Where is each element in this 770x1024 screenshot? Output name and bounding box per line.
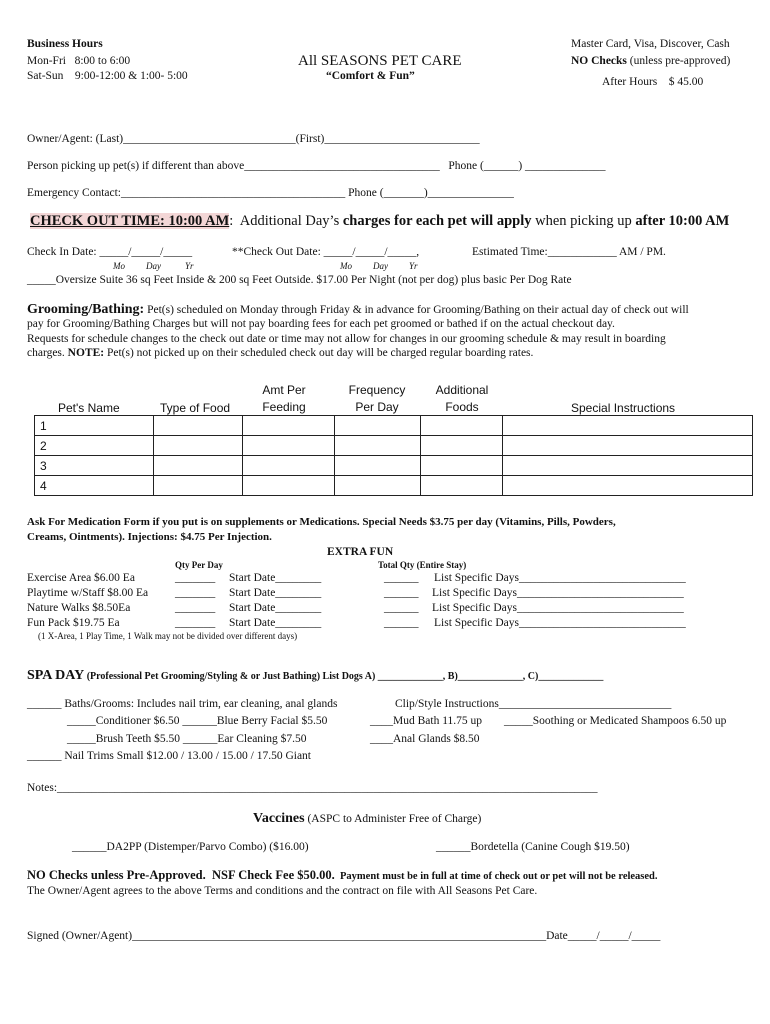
extra-fun-days-field[interactable]: List Specific Days_____________________________ xyxy=(434,572,686,584)
vaccines-heading xyxy=(253,811,481,827)
grooming-line3: Requests for schedule changes to the check out date or time may not allow for changes in our grooming schedule & may result in boarding xyxy=(27,333,666,345)
extra-fun-footnote: (1 X-Area, 1 Play Time, 1 Walk may not be divided over different days) xyxy=(38,631,298,641)
grooming-line1 xyxy=(27,302,689,318)
table-row xyxy=(35,436,753,456)
food-cell[interactable] xyxy=(154,456,243,476)
row-number: 4 xyxy=(35,476,154,496)
spa-day-line xyxy=(27,668,603,684)
extra-fun-item-name: Exercise Area $6.00 Ea xyxy=(27,572,135,584)
checkout-part1: Additional Day’s xyxy=(233,213,343,229)
bordetella-vaccine-option[interactable]: ______Bordetella (Canine Cough $19.50) xyxy=(436,841,630,853)
business-name: All SEASONS PET CARE xyxy=(298,53,462,69)
extra-fun-total-field[interactable]: ______ xyxy=(384,617,419,629)
no-checks-label: NO Checks xyxy=(571,55,627,67)
col-amt-line2: Feeding xyxy=(262,400,306,414)
col-type-of-food: Type of Food xyxy=(160,401,231,415)
grooming-line2: pay for Grooming/Bathing Charges but will not pay boarding fees for each pet groomed or bathed if on the actual checkout day. xyxy=(27,318,615,330)
anal-glands-option[interactable]: ____Anal Glands $8.50 xyxy=(370,733,480,745)
check-in-date-field[interactable]: Check In Date: _____/_____/_____ xyxy=(27,246,193,258)
estimated-time-field[interactable]: Estimated Time:____________ AM / PM. xyxy=(472,246,666,258)
checkout-part2: charges for each pet will apply xyxy=(342,213,532,229)
table-row xyxy=(35,476,753,496)
total-qty-header: Total Qty (Entire Stay) xyxy=(378,560,467,570)
oversize-suite-option[interactable]: _____Oversize Suite 36 sq Feet Inside & 200 sq Feet Outside. $17.00 Per Night (not per dog) plus basic Per Dog Rate xyxy=(27,274,572,286)
owner-agent-field[interactable]: Owner/Agent: (Last)______________________________(First)___________________________ xyxy=(27,133,480,145)
additional-cell[interactable] xyxy=(421,476,503,496)
grooming-note-label: NOTE: xyxy=(67,347,105,359)
special-cell[interactable] xyxy=(503,456,753,476)
special-cell[interactable] xyxy=(503,436,753,456)
tagline: “Comfort & Fun” xyxy=(326,70,415,82)
hours-weekend: Sat-Sun 9:00-12:00 & 1:00- 5:00 xyxy=(27,70,188,82)
nail-trims-option[interactable]: ______ Nail Trims Small $12.00 / 13.00 / 15.00 / 17.50 Giant xyxy=(27,750,312,762)
checkout-colon: : xyxy=(229,213,234,229)
extra-fun-start-date-field[interactable]: Start Date________ xyxy=(229,587,322,599)
amt-cell[interactable] xyxy=(243,416,335,436)
checkout-part3: when picking up xyxy=(531,213,636,229)
notes-field[interactable]: Notes:______________________________________________________________________________________________ xyxy=(27,782,598,794)
nsf-policy: NO Checks unless Pre-Approved. NSF Check Fee $50.00. xyxy=(27,868,335,882)
amt-cell[interactable] xyxy=(243,476,335,496)
col-amt-line1: Amt Per xyxy=(262,383,306,397)
check-out-day-label: Day xyxy=(373,261,388,271)
col-freq-line1: Frequency xyxy=(348,383,406,397)
check-out-mo-label: Mo xyxy=(340,261,352,271)
table-row xyxy=(35,456,753,476)
no-checks-header xyxy=(571,55,730,67)
extra-fun-start-date-field[interactable]: Start Date________ xyxy=(229,572,322,584)
hours-weekday: Mon-Fri 8:00 to 6:00 xyxy=(27,55,131,67)
check-out-yr-label: Yr xyxy=(409,261,418,271)
check-in-mo-label: Mo xyxy=(113,261,125,271)
row-number: 3 xyxy=(35,456,154,476)
col-add-line1: Additional xyxy=(435,383,489,397)
grooming-line4b: Pet(s) not picked up on their scheduled check out day will be charged regular boarding rates. xyxy=(104,347,534,359)
check-in-yr-label: Yr xyxy=(185,261,194,271)
extra-fun-qty-field[interactable]: _______ xyxy=(175,587,216,599)
food-cell[interactable] xyxy=(154,436,243,456)
extra-fun-start-date-field[interactable]: Start Date________ xyxy=(229,617,322,629)
vaccines-subtitle: (ASPC to Administer Free of Charge) xyxy=(304,813,482,825)
col-add-line2: Foods xyxy=(445,400,479,414)
additional-cell[interactable] xyxy=(421,416,503,436)
grooming-line4a: charges. xyxy=(27,347,68,359)
freq-cell[interactable] xyxy=(335,436,421,456)
da2pp-vaccine-option[interactable]: ______DA2PP (Distemper/Parvo Combo) ($16.00) xyxy=(72,841,309,853)
row-number: 2 xyxy=(35,436,154,456)
col-additional-foods xyxy=(422,382,502,416)
extra-fun-days-field[interactable]: List Specific Days_____________________________ xyxy=(432,587,684,599)
additional-cell[interactable] xyxy=(421,436,503,456)
checkout-time-line xyxy=(30,213,729,230)
grooming-title: Grooming/Bathing: xyxy=(27,302,145,317)
food-cell[interactable] xyxy=(154,476,243,496)
special-cell[interactable] xyxy=(503,416,753,436)
grooming-line4 xyxy=(27,347,533,359)
business-hours-title: Business Hours xyxy=(27,38,103,50)
extra-fun-qty-field[interactable]: _______ xyxy=(175,617,216,629)
amt-cell[interactable] xyxy=(243,436,335,456)
agreement-text: The Owner/Agent agrees to the above Terms and conditions and the contract on file with All Seasons Pet Care. xyxy=(27,885,538,897)
freq-cell[interactable] xyxy=(335,476,421,496)
payment-policy-line xyxy=(27,868,658,883)
extra-fun-total-field[interactable]: ______ xyxy=(384,572,419,584)
table-row xyxy=(35,416,753,436)
extra-fun-start-date-field[interactable]: Start Date________ xyxy=(229,602,322,614)
checkout-time-label: CHECK OUT TIME: 10:00 AM xyxy=(30,213,230,229)
col-frequency-per-day xyxy=(337,382,417,416)
extra-fun-item-name: Playtime w/Staff $8.00 Ea xyxy=(27,587,149,599)
extra-fun-total-field[interactable]: ______ xyxy=(384,602,419,614)
pickup-person-field[interactable]: Person picking up pet(s) if different than above__________________________________ Phone (______) ______________ xyxy=(27,160,606,172)
conditioner-facial-options[interactable]: _____Conditioner $6.50 ______Blue Berry Facial $5.50 xyxy=(67,715,328,727)
baths-grooms-option[interactable]: ______ Baths/Grooms: Includes nail trim, ear cleaning, anal glands xyxy=(27,698,338,710)
checkout-part4: after 10:00 AM xyxy=(635,213,730,229)
extra-fun-total-field[interactable]: ______ xyxy=(384,587,419,599)
col-special-instructions: Special Instructions xyxy=(571,401,676,415)
col-pets-name: Pet's Name xyxy=(58,401,120,415)
additional-cell[interactable] xyxy=(421,456,503,476)
extra-fun-title: EXTRA FUN xyxy=(327,546,394,558)
extra-fun-days-field[interactable]: List Specific Days_____________________________ xyxy=(434,617,686,629)
signature-date-field[interactable]: Signed (Owner/Agent)________________________________________________________________________Date_____/_____/_____ xyxy=(27,930,661,942)
after-hours-fee: After Hours $ 45.00 xyxy=(602,76,704,88)
spa-day-subtitle: (Professional Pet Grooming/Styling & or Just Bathing) List Dogs A) _____________, B)_____________, C)_____________ xyxy=(84,671,604,682)
extra-fun-qty-field[interactable]: _______ xyxy=(175,572,216,584)
pet-feeding-table xyxy=(34,415,753,496)
medication-line1: Ask For Medication Form if you put is on supplements or Medications. Special Needs $3.75 per day (Vitamins, Pills, Powders, xyxy=(27,516,616,528)
soothing-shampoo-option[interactable]: _____Soothing or Medicated Shampoos 6.50 up xyxy=(504,715,727,727)
mud-bath-option[interactable]: ____Mud Bath 11.75 up xyxy=(370,715,483,727)
payment-methods: Master Card, Visa, Discover, Cash xyxy=(571,38,730,50)
col-freq-line2: Per Day xyxy=(355,400,399,414)
freq-cell[interactable] xyxy=(335,456,421,476)
food-cell[interactable] xyxy=(154,416,243,436)
clip-style-field[interactable]: Clip/Style Instructions______________________________ xyxy=(395,698,672,710)
emergency-contact-field[interactable]: Emergency Contact:_______________________________________ Phone (_______)_______________ xyxy=(27,187,514,199)
brush-ear-options[interactable]: _____Brush Teeth $5.50 ______Ear Cleaning $7.50 xyxy=(67,733,307,745)
row-number: 1 xyxy=(35,416,154,436)
extra-fun-item-name: Nature Walks $8.50Ea xyxy=(27,602,131,614)
check-in-day-label: Day xyxy=(146,261,161,271)
extra-fun-item-name: Fun Pack $19.75 Ea xyxy=(27,617,120,629)
freq-cell[interactable] xyxy=(335,416,421,436)
col-amt-per-feeding xyxy=(245,382,323,416)
medication-line2: Creams, Ointments). Injections: $4.75 Per Injection. xyxy=(27,531,272,543)
extra-fun-days-field[interactable]: List Specific Days_____________________________ xyxy=(432,602,684,614)
qty-per-day-header: Qty Per Day xyxy=(175,560,223,570)
grooming-text1: Pet(s) scheduled on Monday through Friday & in advance for Grooming/Bathing on their actual day of check out will xyxy=(144,304,689,316)
no-checks-note: (unless pre-approved) xyxy=(626,55,731,67)
payment-policy: Payment must be in full at time of check out or pet will not be released. xyxy=(334,871,658,882)
check-out-date-field[interactable]: **Check Out Date: _____/_____/_____, xyxy=(232,246,420,258)
amt-cell[interactable] xyxy=(243,456,335,476)
vaccines-title: Vaccines xyxy=(253,811,305,826)
extra-fun-qty-field[interactable]: _______ xyxy=(175,602,216,614)
spa-day-title: SPA DAY xyxy=(27,668,85,683)
special-cell[interactable] xyxy=(503,476,753,496)
